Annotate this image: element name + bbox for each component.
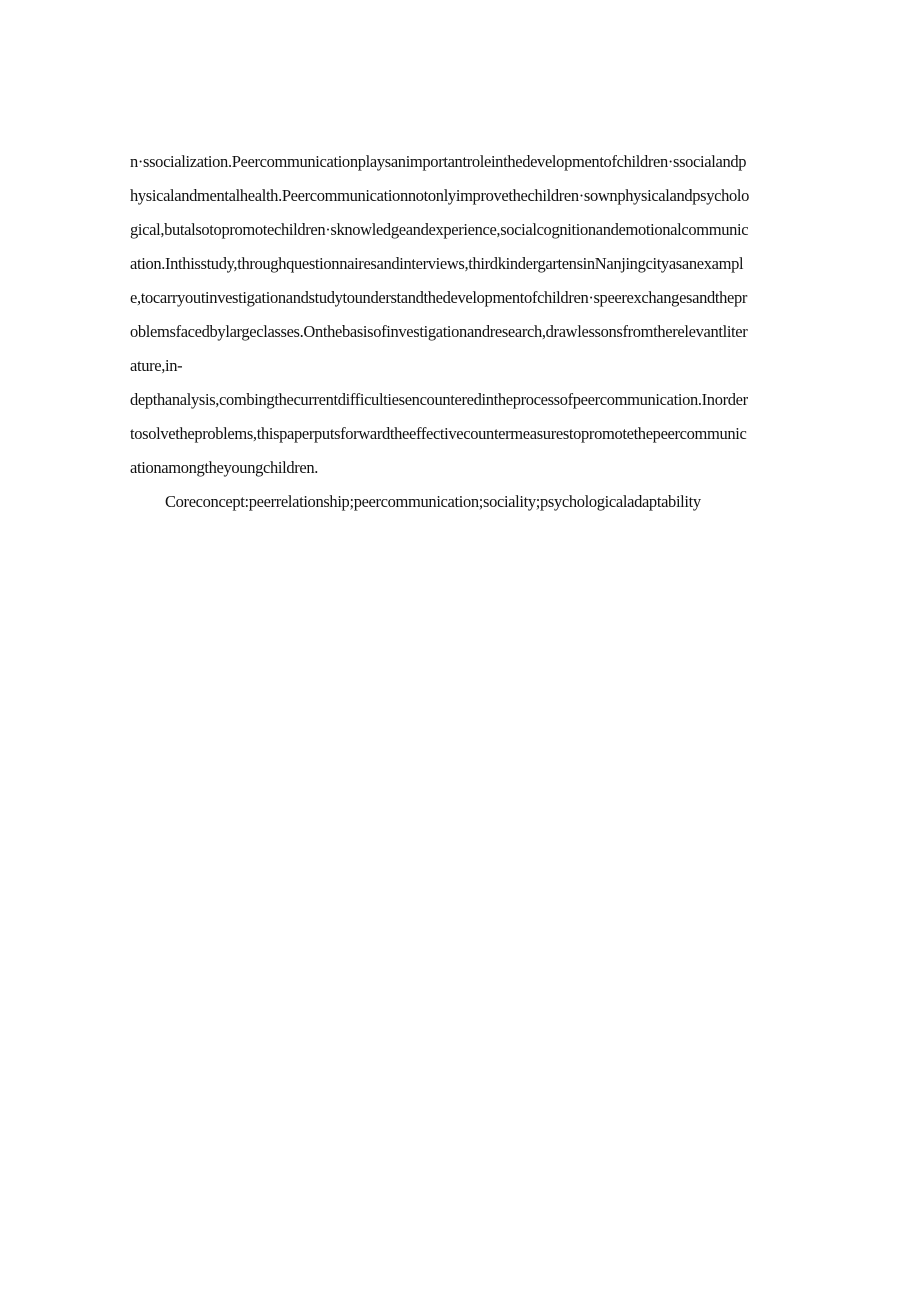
abstract-line-3: gical,butalsotopromotechildren·sknowledgeandexperience,socialcognitionandemotionalcommunic xyxy=(130,220,749,239)
abstract-line-4: ation.Inthisstudy,throughquestionnairesandinterviews,thirdkindergartensinNanjingcityasanexampl xyxy=(130,254,744,273)
abstract-line-10: ationamongtheyoungchildren. xyxy=(130,458,319,477)
abstract-line-8: depthanalysis,combingthecurrentdifficultiesencounteredintheprocessofpeercommunication.Inorder xyxy=(130,390,748,409)
abstract-line-7: ature,in- xyxy=(130,356,183,375)
keywords-line: Coreconcept:peerrelationship;peercommunication;sociality;psychologicaladaptability xyxy=(165,492,701,511)
abstract-line-9: tosolvetheproblems,thispaperputsforwardtheeffectivecountermeasurestopromotethepeercommunic xyxy=(130,424,747,443)
abstract-line-6: oblemsfacedbylargeclasses.Onthebasisofinvestigationandresearch,drawlessonsfromtherelevantliter xyxy=(130,322,748,341)
english-abstract xyxy=(130,145,862,519)
abstract-line-1: n·ssocialization.Peercommunicationplaysanimportantroleinthedevelopmentofchildren·ssocialandp xyxy=(130,152,747,171)
abstract-line-2: hysicalandmentalhealth.Peercommunicationnotonlyimprovethechildren·sownphysicalandpsycholo xyxy=(130,186,750,205)
abstract-line-5: e,tocarryoutinvestigationandstudytounderstandthedevelopmentofchildren·speerexchangesandthepr xyxy=(130,288,748,307)
